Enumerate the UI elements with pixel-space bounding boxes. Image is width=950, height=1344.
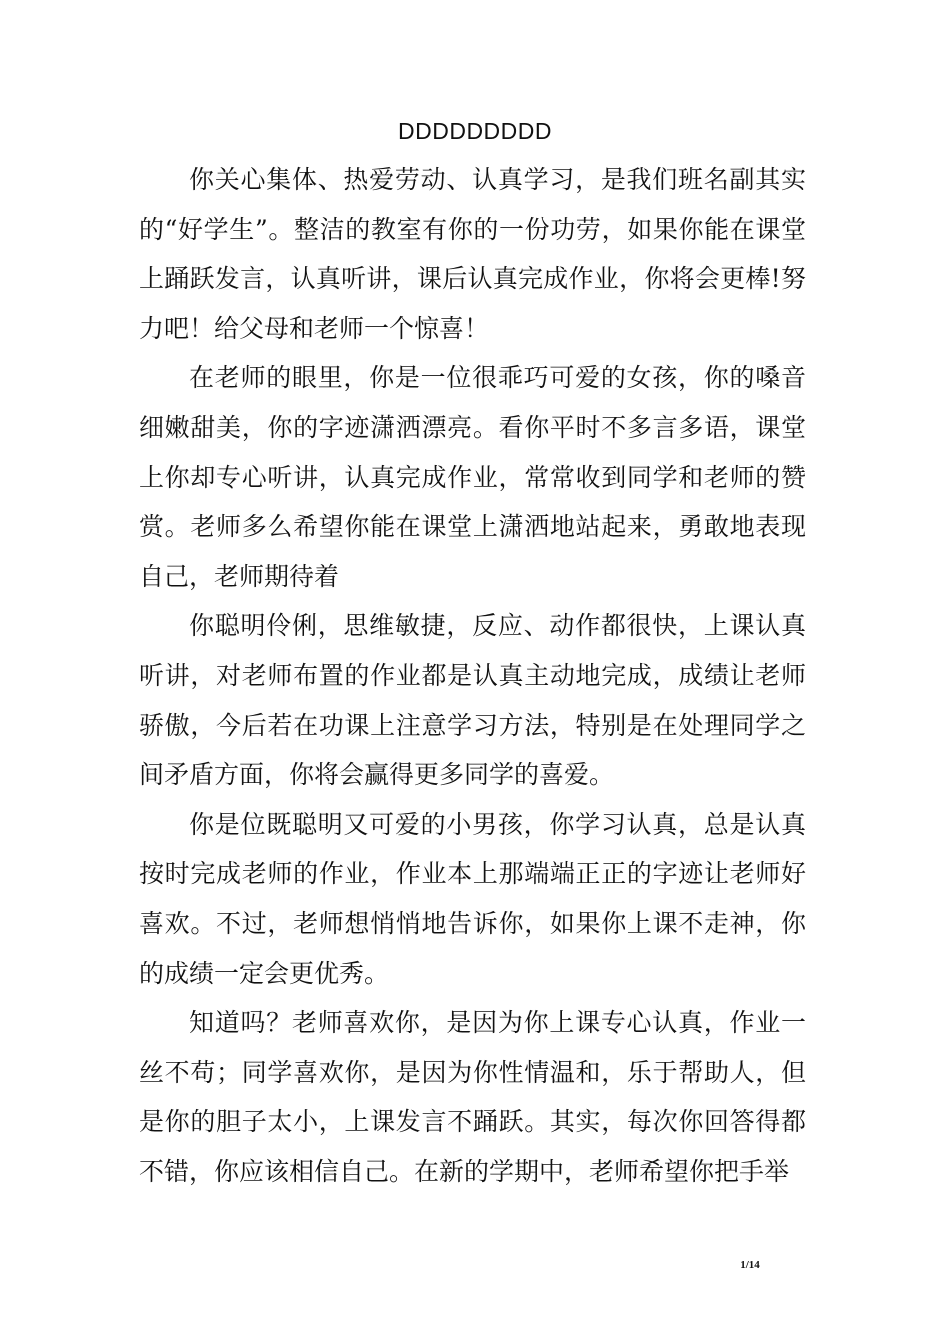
page-number: 1/14 [740, 1259, 760, 1271]
document-title: DDDDDDDDD [398, 118, 552, 144]
paragraph-2: 在老师的眼里，你是一位很乖巧可爱的女孩，你的嗓音细嫩甜美，你的字迹潇洒漂亮。看你平时不多言多语，课堂上你却专心听讲，认真完成作业，常常收到同学和老师的赞赏。老师多么希望你能在课堂上潇洒地站起来，勇敢地表现自己，老师期待着 [139, 363, 806, 591]
document-body [139, 155, 806, 1196]
paragraph-3: 你聪明伶俐，思维敏捷，反应、动作都很快，上课认真听讲，对老师布置的作业都是认真主动地完成，成绩让老师骄傲，今后若在功课上注意学习方法，特别是在处理同学之间矛盾方面，你将会赢得更多同学的喜爱。 [139, 611, 806, 790]
paragraph-4: 你是位既聪明又可爱的小男孩，你学习认真，总是认真按时完成老师的作业，作业本上那端端正正的字迹让老师好喜欢。不过，老师想悄悄地告诉你，如果你上课不走神，你的成绩一定会更优秀。 [139, 809, 806, 988]
paragraph-1: 你关心集体、热爱劳动、认真学习，是我们班名副其实的“好学生”。整洁的教室有你的一份功劳，如果你能在课堂上踊跃发言，认真听讲，课后认真完成作业，你将会更棒!努力吧！给父母和老师一个惊喜！ [139, 165, 806, 343]
paragraph-5: 知道吗？老师喜欢你，是因为你上课专心认真，作业一丝不苟；同学喜欢你，是因为你性情温和，乐于帮助人，但是你的胆子太小，上课发言不踊跃。其实，每次你回答得都不错，你应该相信自己。在新的学期中，老师希望你把手举 [139, 1008, 806, 1186]
